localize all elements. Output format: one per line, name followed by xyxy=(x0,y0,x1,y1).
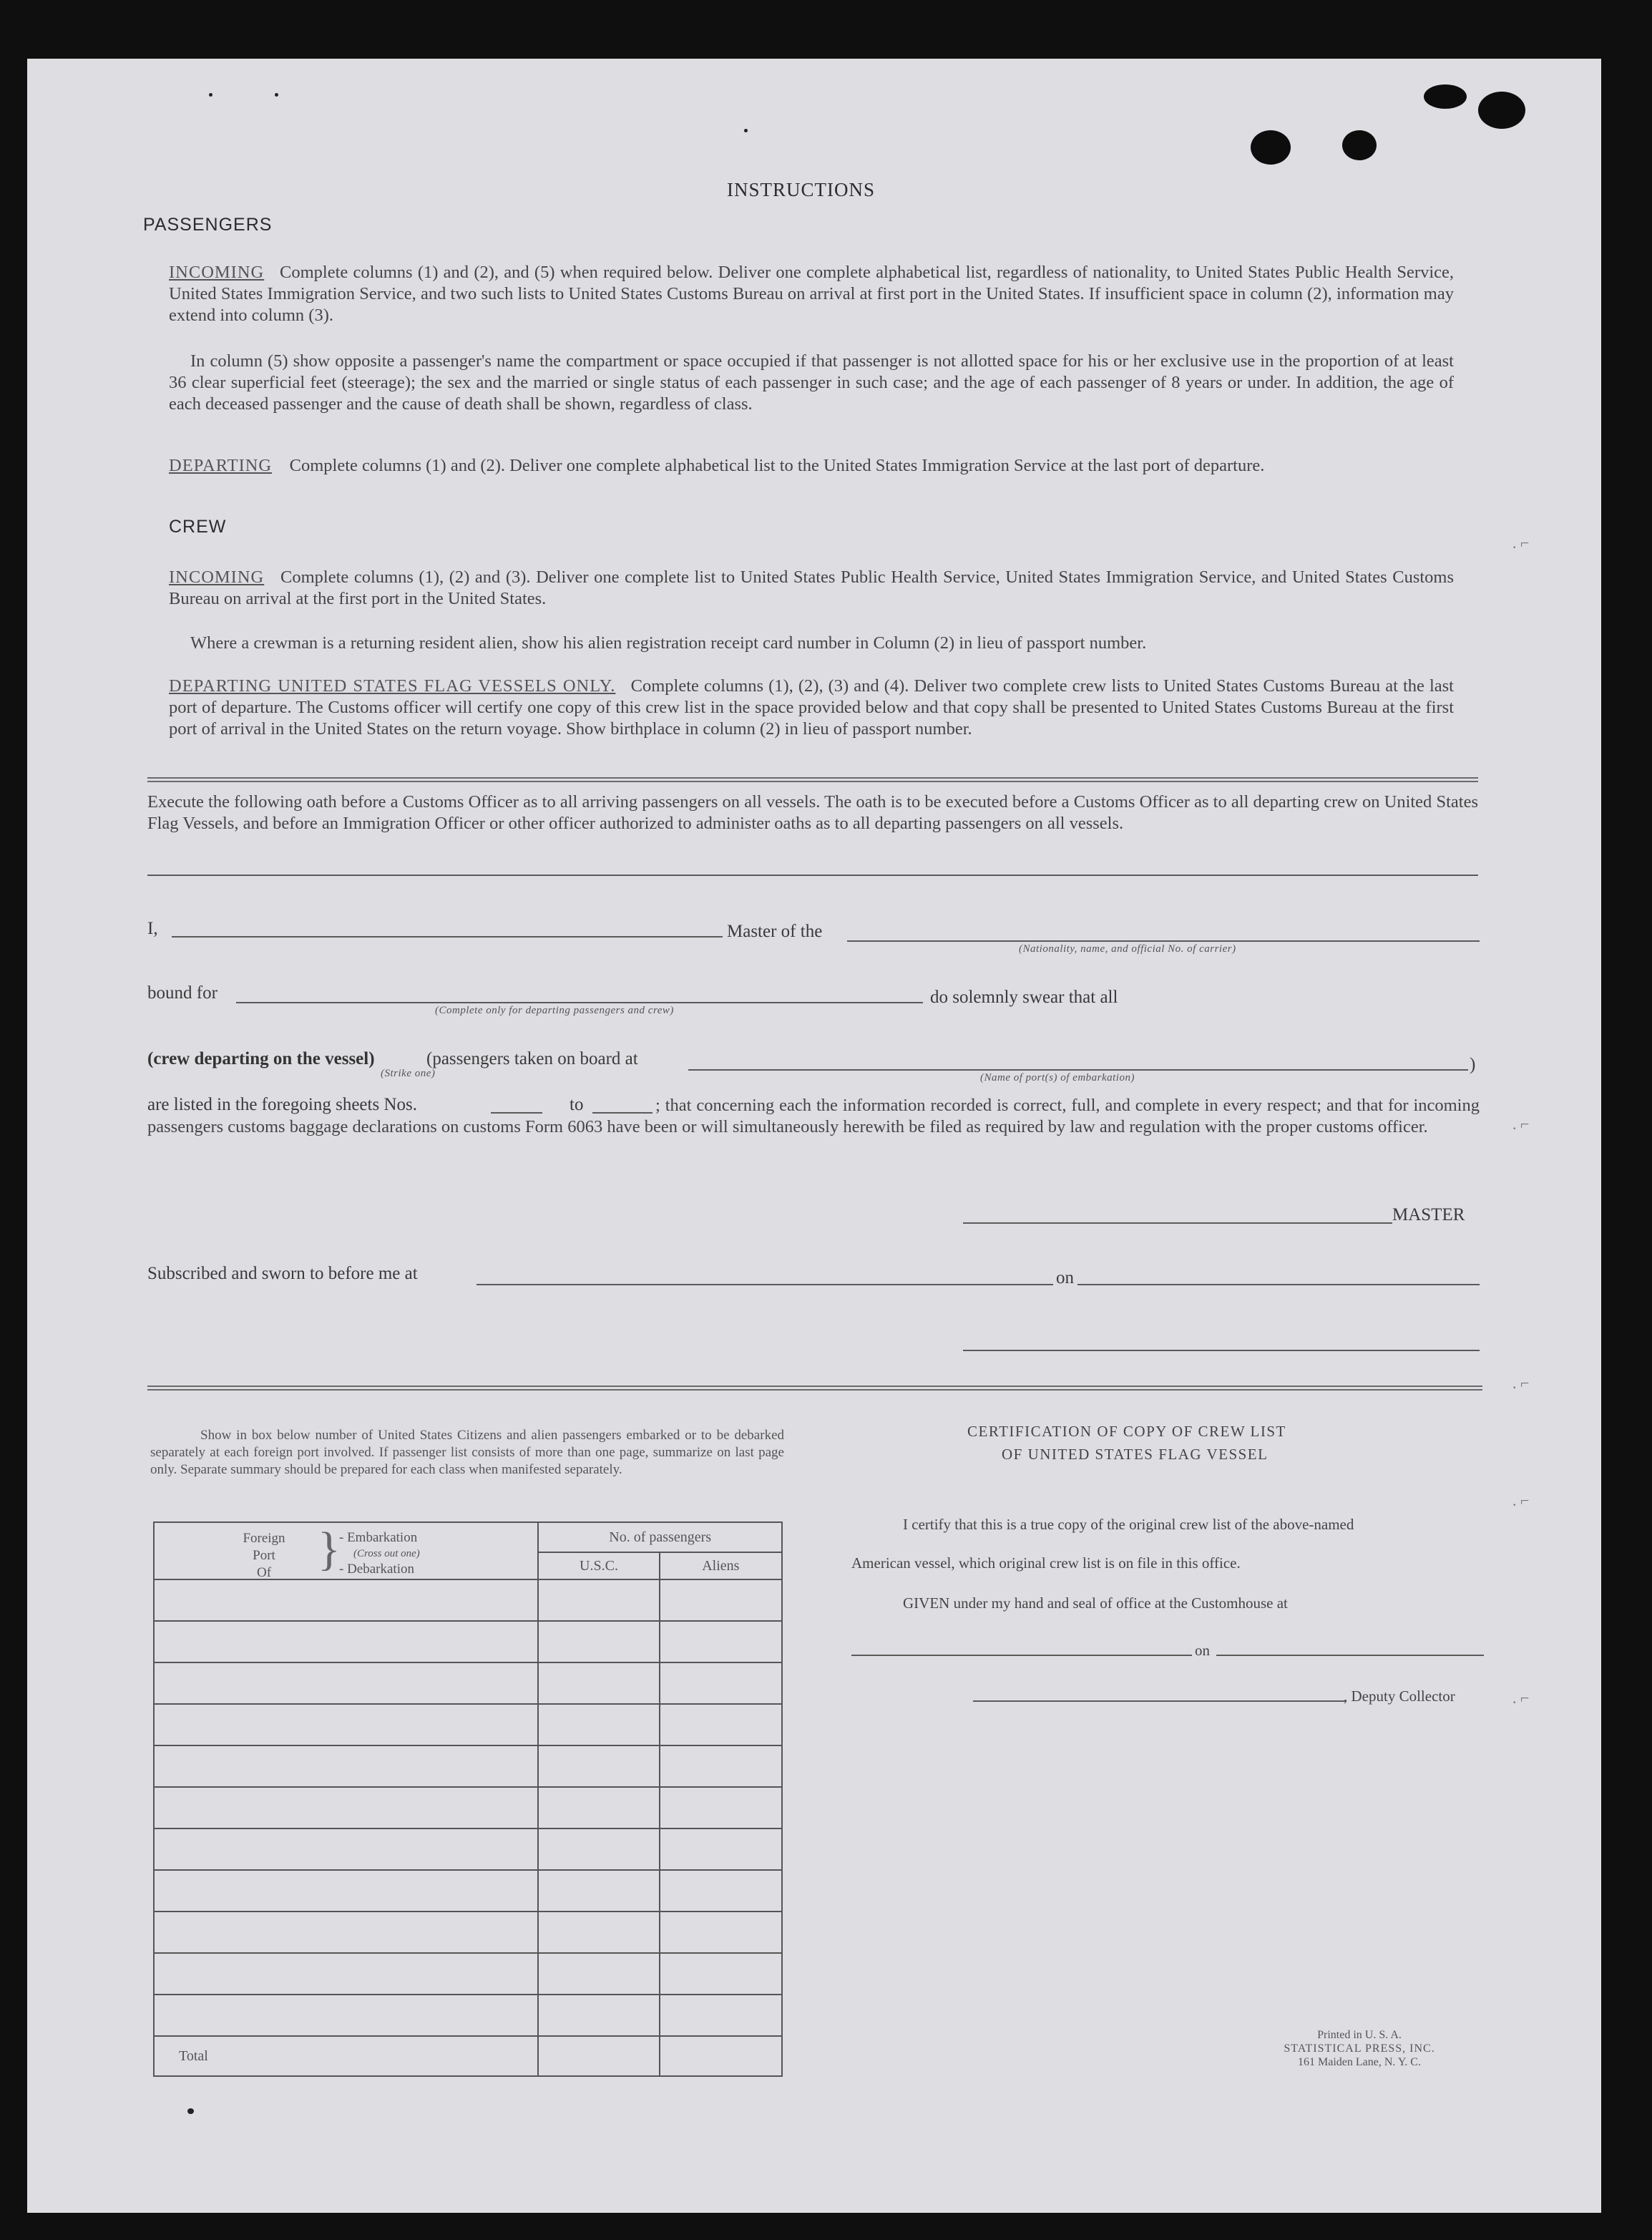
passengers-heading: PASSENGERS xyxy=(143,215,273,235)
sheet-to-label: to xyxy=(570,1095,584,1114)
nationality-caption: (Nationality, name, and official No. of carrier) xyxy=(1019,943,1236,955)
summary-note-text: Show in box below number of United States Citizens and alien passengers embarked or to be debarked separately at each foreign port involved. If passenger list consists of more than one page, summarize on last page only. Separate summary should be prepared for each class when manifested separately. xyxy=(150,1428,784,1477)
certification-title-2: OF UNITED STATES FLAG VESSEL xyxy=(1002,1446,1269,1463)
usc-cell[interactable] xyxy=(538,1912,659,1953)
total-label: Total xyxy=(154,2036,538,2076)
crew-incoming-label: INCOMING xyxy=(169,568,265,587)
deputy-signature-field[interactable] xyxy=(973,1700,1346,1702)
port-cell[interactable] xyxy=(154,1870,538,1912)
aliens-cell[interactable] xyxy=(660,1870,782,1912)
usc-cell[interactable] xyxy=(538,1579,659,1621)
aliens-cell[interactable] xyxy=(660,1745,782,1787)
aliens-cell[interactable] xyxy=(660,1787,782,1828)
port-cell[interactable] xyxy=(154,1579,538,1621)
printer-imprint xyxy=(1274,2028,1445,2069)
sheets-prefix: are listed in the foregoing sheets Nos. xyxy=(147,1095,417,1114)
crew-incoming-text: Complete columns (1), (2) and (3). Deliver one complete list to United States Public Health Service, United States Immigration Service, and United States Customs Bureau on arrival at the first port in the United States. xyxy=(169,568,1455,608)
oath-i-label: I, xyxy=(147,919,158,938)
incoming-label: INCOMING xyxy=(169,263,265,282)
bound-for-label: bound for xyxy=(147,983,218,1003)
embarkation-options xyxy=(339,1530,420,1577)
crew-departing-option: (crew departing on the vessel) xyxy=(147,1049,375,1068)
usc-cell[interactable] xyxy=(538,1662,659,1704)
usc-cell[interactable] xyxy=(538,1745,659,1787)
port-cell[interactable] xyxy=(154,1912,538,1953)
given-line: GIVEN under my hand and seal of office at the Customhouse at xyxy=(903,1594,1288,1612)
port-cell[interactable] xyxy=(154,1828,538,1870)
printer-line-1: Printed in U. S. A. xyxy=(1317,2029,1402,2041)
speck xyxy=(744,129,748,132)
ink-blot xyxy=(1251,130,1291,165)
ports-field[interactable] xyxy=(688,1069,1468,1071)
divider xyxy=(147,1386,1482,1391)
ports-caption: (Name of port(s) of embarkation) xyxy=(980,1072,1135,1084)
aliens-cell[interactable] xyxy=(660,1662,782,1704)
aliens-cell[interactable] xyxy=(660,1579,782,1621)
departing-label: DEPARTING xyxy=(169,456,273,475)
speck xyxy=(187,2108,194,2114)
passenger-summary-table xyxy=(153,1521,783,2077)
debarkation-label: - Debarkation xyxy=(339,1562,414,1577)
aliens-cell[interactable] xyxy=(660,1704,782,1745)
usc-cell[interactable] xyxy=(538,1787,659,1828)
printer-line-2: STATISTICAL PRESS, INC. xyxy=(1284,2042,1435,2055)
passengers-taken-option: (passengers taken on board at xyxy=(426,1049,638,1068)
master-of-label: Master of the xyxy=(727,922,823,941)
crew-departing-text: Complete columns (1), (2), (3) and (4). Deliver two complete crew lists to United States Customs Bureau at the last port of departure. The Customs officer will certify one copy of this crew list in the space provided below and that copy shall be presented to United States Customs Bureau at the first port of arrival in the United States on the return voyage. Show birthplace in column (2) in lieu of passport number. xyxy=(169,676,1454,739)
port-cell[interactable] xyxy=(154,1704,538,1745)
close-paren: ) xyxy=(1470,1055,1476,1074)
aliens-header: Aliens xyxy=(660,1552,782,1579)
cross-out-caption: (Cross out one) xyxy=(353,1548,420,1559)
usc-header: U.S.C. xyxy=(538,1552,659,1579)
subscribed-label: Subscribed and sworn to before me at xyxy=(147,1264,418,1283)
passengers-departing-paragraph xyxy=(169,455,1454,477)
master-name-field[interactable] xyxy=(172,936,723,938)
departing-text: Complete columns (1) and (2). Deliver one complete alphabetical list to the United States Immigration Service at the last port of departure. xyxy=(289,456,1265,475)
certify-line-2: American vessel, which original crew list is on file in this office. xyxy=(851,1554,1241,1572)
oath-body-text: ; that concerning each the information recorded is correct, full, and complete in every respect; and that for incoming passengers customs baggage declarations on customs Form 6063 have been or will simultaneously herewith be filed as required by law and regulation with the proper customs officer. xyxy=(147,1096,1480,1136)
foreign-port-label xyxy=(232,1530,296,1582)
aliens-cell[interactable] xyxy=(660,1995,782,2036)
usc-cell[interactable] xyxy=(538,1828,659,1870)
margin-mark: . ⌐ xyxy=(1512,1374,1530,1392)
port-cell[interactable] xyxy=(154,1621,538,1662)
crew-departing-paragraph xyxy=(169,676,1454,740)
aliens-total-cell[interactable] xyxy=(660,2036,782,2076)
complete-only-caption: (Complete only for departing passengers and crew) xyxy=(435,1005,674,1016)
port-cell[interactable] xyxy=(154,1662,538,1704)
certification-title-1: CERTIFICATION OF COPY OF CREW LIST xyxy=(967,1423,1286,1440)
port-label: Port xyxy=(253,1548,275,1563)
printer-line-3: 161 Maiden Lane, N. Y. C. xyxy=(1298,2056,1421,2068)
foreign-label: Foreign xyxy=(243,1531,285,1546)
ink-blot xyxy=(1478,92,1525,129)
ink-blot xyxy=(1342,130,1377,160)
aliens-cell[interactable] xyxy=(660,1621,782,1662)
oath-intro xyxy=(147,792,1478,834)
oath-intro-text: Execute the following oath before a Customs Officer as to all arriving passengers on all vessels. The oath is to be executed before a Customs Officer as to all departing crew on United States Flag Vessels, and before an Immigration Officer or other officer authorized to administer oaths as to all departing passengers on all vessels. xyxy=(147,792,1478,833)
passengers-incoming-paragraph xyxy=(169,262,1454,326)
port-cell[interactable] xyxy=(154,1745,538,1787)
sworn-place-field[interactable] xyxy=(476,1284,1053,1285)
crew-departing-label: DEPARTING UNITED STATES FLAG VESSELS ONLY. xyxy=(169,676,616,696)
page-title: INSTRUCTIONS xyxy=(727,179,876,200)
aliens-cell[interactable] xyxy=(660,1912,782,1953)
aliens-cell[interactable] xyxy=(660,1953,782,1995)
margin-mark: . ⌐ xyxy=(1512,1491,1530,1509)
usc-total-cell[interactable] xyxy=(538,2036,659,2076)
port-header-cell xyxy=(154,1522,538,1579)
port-cell[interactable] xyxy=(154,1953,538,1995)
aliens-cell[interactable] xyxy=(660,1828,782,1870)
bound-for-field[interactable] xyxy=(236,1002,923,1003)
margin-mark: . ⌐ xyxy=(1512,1115,1530,1133)
master-label: MASTER xyxy=(1392,1205,1465,1224)
embarkation-label: - Embarkation xyxy=(339,1530,418,1545)
margin-mark: . ⌐ xyxy=(1512,1689,1530,1707)
port-cell[interactable] xyxy=(154,1787,538,1828)
summary-note xyxy=(150,1427,784,1479)
port-cell[interactable] xyxy=(154,1995,538,2036)
no-of-passengers-header: No. of passengers xyxy=(538,1522,782,1552)
cert-on-label: on xyxy=(1195,1642,1210,1659)
crew-resident-text: Where a crewman is a returning resident alien, show his alien registration receipt card number in Column (2) in lieu of passport number. xyxy=(190,633,1147,653)
incoming-text: Complete columns (1) and (2), and (5) when required below. Deliver one complete alphabetical list, regardless of nationality, to United States Public Health Service, United States Immigration Service, and two such lists to United States Customs Bureau on arrival at first port in the United States. If insufficient space in column (2), information may extend into column (3). xyxy=(169,263,1455,325)
usc-cell[interactable] xyxy=(538,1870,659,1912)
sworn-on-label: on xyxy=(1056,1268,1074,1287)
customhouse-field[interactable] xyxy=(851,1655,1192,1656)
column5-text: In column (5) show opposite a passenger's name the compartment or space occupied if that passenger is not allotted space for his or her exclusive use in the proportion of at least 36 clear superficial feet (steerage); the sex and the married or single status of each passenger in such case; and the age of each passenger of 8 years or under. In addition, the age of each deceased passenger and the cause of death shall be shown, regardless of class. xyxy=(169,351,1454,414)
usc-cell[interactable] xyxy=(538,1953,659,1995)
officer-signature-field[interactable] xyxy=(963,1350,1480,1351)
crew-heading: CREW xyxy=(169,517,227,537)
usc-cell[interactable] xyxy=(538,1621,659,1662)
master-signature-field[interactable] xyxy=(963,1222,1392,1224)
certify-line-1: I certify that this is a true copy of the original crew list of the above-named xyxy=(903,1516,1354,1533)
ink-blot xyxy=(1424,84,1467,109)
deputy-collector-label: , Deputy Collector xyxy=(1344,1688,1455,1705)
crew-resident-paragraph xyxy=(190,633,1454,654)
speck xyxy=(275,93,278,97)
carrier-field[interactable] xyxy=(847,940,1480,942)
swear-text: do solemnly swear that all xyxy=(930,988,1118,1007)
oath-body xyxy=(147,1095,1480,1138)
margin-mark: . ⌐ xyxy=(1512,534,1530,552)
speck xyxy=(209,93,212,97)
divider xyxy=(147,777,1478,782)
crew-incoming-paragraph xyxy=(169,567,1454,610)
brace: } xyxy=(318,1523,341,1575)
cert-date-field[interactable] xyxy=(1216,1655,1484,1656)
strike-one-caption: (Strike one) xyxy=(381,1068,436,1079)
usc-cell[interactable] xyxy=(538,1704,659,1745)
divider xyxy=(147,875,1478,876)
sworn-date-field[interactable] xyxy=(1077,1284,1480,1285)
of-label: Of xyxy=(256,1565,272,1580)
usc-cell[interactable] xyxy=(538,1995,659,2036)
column5-paragraph xyxy=(169,351,1454,415)
